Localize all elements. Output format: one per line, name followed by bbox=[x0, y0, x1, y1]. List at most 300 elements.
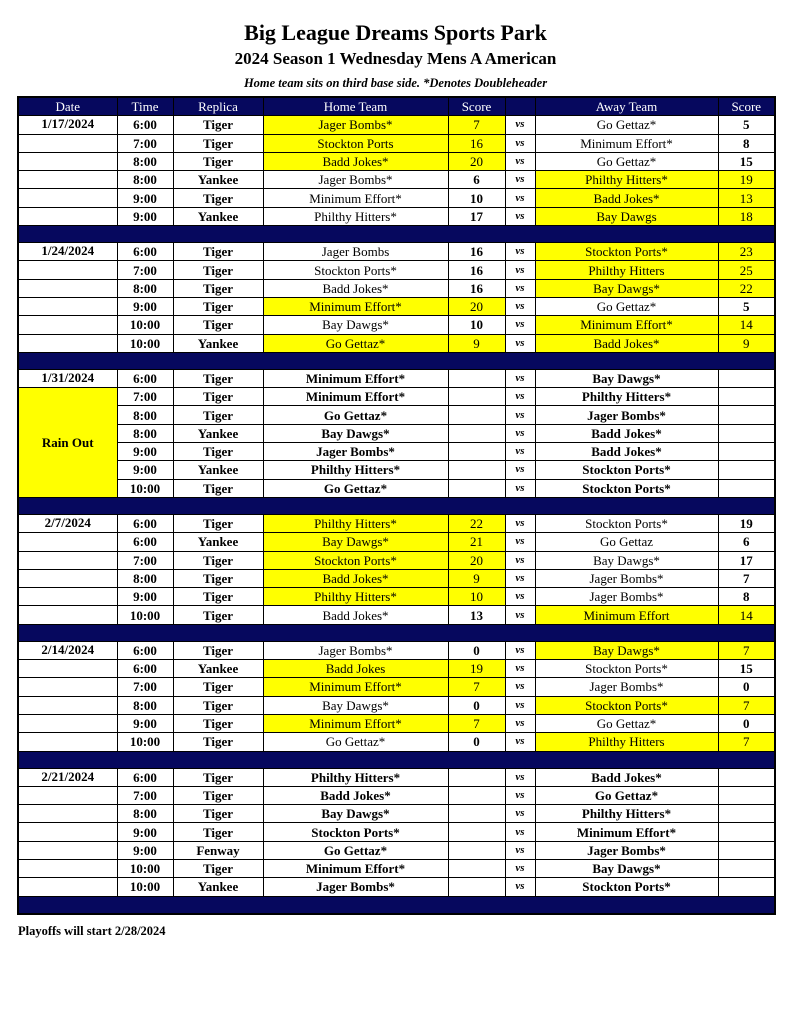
away-score bbox=[718, 841, 775, 859]
game-row bbox=[18, 841, 775, 859]
field-replica: Tiger bbox=[173, 316, 263, 334]
schedule-body bbox=[18, 116, 775, 914]
vs-label: vs bbox=[505, 714, 535, 732]
home-team: Badd Jokes bbox=[263, 660, 448, 678]
date-cell-empty bbox=[18, 551, 117, 569]
game-row bbox=[18, 878, 775, 896]
column-header-away-team: Away Team bbox=[535, 97, 718, 116]
game-row bbox=[18, 569, 775, 587]
game-row bbox=[18, 316, 775, 334]
game-row bbox=[18, 406, 775, 424]
game-row bbox=[18, 334, 775, 352]
home-team: Bay Dawgs* bbox=[263, 805, 448, 823]
field-replica: Tiger bbox=[173, 406, 263, 424]
home-team: Go Gettaz* bbox=[263, 334, 448, 352]
column-header-replica: Replica bbox=[173, 97, 263, 116]
away-team: Minimum Effort* bbox=[535, 823, 718, 841]
game-row bbox=[18, 768, 775, 786]
vs-label: vs bbox=[505, 134, 535, 152]
away-score: 19 bbox=[718, 514, 775, 532]
game-time: 8:00 bbox=[117, 171, 173, 189]
away-score: 8 bbox=[718, 588, 775, 606]
home-team: Philthy Hitters* bbox=[263, 461, 448, 479]
away-score: 14 bbox=[718, 606, 775, 624]
playoffs-note: Playoffs will start 2/28/2024 bbox=[18, 924, 166, 938]
home-score: 20 bbox=[448, 551, 505, 569]
vs-label: vs bbox=[505, 334, 535, 352]
date-cell-empty bbox=[18, 823, 117, 841]
away-score bbox=[718, 369, 775, 387]
schedule-table bbox=[17, 96, 776, 915]
home-team: Badd Jokes* bbox=[263, 606, 448, 624]
home-team: Go Gettaz* bbox=[263, 733, 448, 751]
separator-cell bbox=[117, 896, 173, 914]
home-score: 0 bbox=[448, 696, 505, 714]
away-team: Stockton Ports* bbox=[535, 514, 718, 532]
away-score: 0 bbox=[718, 714, 775, 732]
vs-label: vs bbox=[505, 606, 535, 624]
away-score: 6 bbox=[718, 533, 775, 551]
home-score bbox=[448, 768, 505, 786]
away-team: Badd Jokes* bbox=[535, 334, 718, 352]
date-cell-empty bbox=[18, 316, 117, 334]
game-time: 7:00 bbox=[117, 261, 173, 279]
game-row bbox=[18, 134, 775, 152]
away-team: Bay Dawgs* bbox=[535, 369, 718, 387]
away-score: 14 bbox=[718, 316, 775, 334]
separator-cell bbox=[535, 751, 718, 768]
home-score bbox=[448, 461, 505, 479]
vs-label: vs bbox=[505, 388, 535, 406]
separator-cell bbox=[18, 497, 117, 514]
week-separator bbox=[18, 497, 775, 514]
separator-cell bbox=[263, 624, 448, 641]
away-score bbox=[718, 805, 775, 823]
home-score bbox=[448, 841, 505, 859]
away-score bbox=[718, 406, 775, 424]
field-replica: Tiger bbox=[173, 243, 263, 261]
schedule-subtitle: 2024 Season 1 Wednesday Mens A American bbox=[234, 49, 557, 68]
vs-label: vs bbox=[505, 841, 535, 859]
home-team: Badd Jokes* bbox=[263, 152, 448, 170]
field-replica: Tiger bbox=[173, 116, 263, 134]
separator-cell bbox=[173, 497, 263, 514]
game-row bbox=[18, 243, 775, 261]
vs-label: vs bbox=[505, 660, 535, 678]
home-team: Go Gettaz* bbox=[263, 841, 448, 859]
vs-label: vs bbox=[505, 786, 535, 804]
game-row bbox=[18, 189, 775, 207]
home-score: 9 bbox=[448, 569, 505, 587]
separator-cell bbox=[263, 497, 448, 514]
home-team: Jager Bombs* bbox=[263, 116, 448, 134]
date-cell-empty bbox=[18, 279, 117, 297]
game-time: 10:00 bbox=[117, 878, 173, 896]
home-score bbox=[448, 388, 505, 406]
field-replica: Tiger bbox=[173, 805, 263, 823]
home-team: Stockton Ports* bbox=[263, 261, 448, 279]
away-team: Go Gettaz* bbox=[535, 297, 718, 315]
away-team: Philthy Hitters* bbox=[535, 388, 718, 406]
game-row bbox=[18, 461, 775, 479]
away-score bbox=[718, 823, 775, 841]
game-time: 9:00 bbox=[117, 461, 173, 479]
separator-cell bbox=[535, 352, 718, 369]
vs-label: vs bbox=[505, 533, 535, 551]
home-team: Minimum Effort* bbox=[263, 678, 448, 696]
vs-label: vs bbox=[505, 443, 535, 461]
separator-cell bbox=[18, 896, 117, 914]
away-team: Go Gettaz* bbox=[535, 786, 718, 804]
away-team: Philthy Hitters bbox=[535, 733, 718, 751]
away-score: 7 bbox=[718, 641, 775, 659]
away-score bbox=[718, 479, 775, 497]
away-team: Badd Jokes* bbox=[535, 189, 718, 207]
away-team: Badd Jokes* bbox=[535, 424, 718, 442]
away-score: 7 bbox=[718, 696, 775, 714]
separator-cell bbox=[18, 226, 117, 243]
separator-cell bbox=[263, 352, 448, 369]
vs-label: vs bbox=[505, 152, 535, 170]
away-team: Philthy Hitters bbox=[535, 261, 718, 279]
page-title: Big League Dreams Sports Park bbox=[244, 20, 547, 45]
away-score: 5 bbox=[718, 297, 775, 315]
game-row bbox=[18, 207, 775, 225]
home-team: Minimum Effort* bbox=[263, 369, 448, 387]
separator-cell bbox=[718, 352, 775, 369]
separator-cell bbox=[18, 624, 117, 641]
game-time: 9:00 bbox=[117, 189, 173, 207]
home-team: Badd Jokes* bbox=[263, 569, 448, 587]
separator-cell bbox=[117, 624, 173, 641]
field-replica: Tiger bbox=[173, 369, 263, 387]
date-cell-empty bbox=[18, 660, 117, 678]
field-replica: Tiger bbox=[173, 714, 263, 732]
separator-cell bbox=[448, 226, 505, 243]
vs-label: vs bbox=[505, 588, 535, 606]
game-row bbox=[18, 714, 775, 732]
home-score bbox=[448, 479, 505, 497]
game-row bbox=[18, 533, 775, 551]
field-replica: Yankee bbox=[173, 878, 263, 896]
week-date: 2/14/2024 bbox=[18, 641, 117, 659]
away-team: Bay Dawgs* bbox=[535, 859, 718, 877]
date-cell-empty bbox=[18, 334, 117, 352]
away-score bbox=[718, 443, 775, 461]
game-time: 10:00 bbox=[117, 733, 173, 751]
separator-cell bbox=[505, 352, 535, 369]
game-time: 6:00 bbox=[117, 533, 173, 551]
separator-cell bbox=[505, 751, 535, 768]
separator-cell bbox=[718, 751, 775, 768]
home-team: Jager Bombs* bbox=[263, 443, 448, 461]
home-score bbox=[448, 786, 505, 804]
date-cell-empty bbox=[18, 207, 117, 225]
home-team: Stockton Ports bbox=[263, 134, 448, 152]
game-row bbox=[18, 369, 775, 387]
game-time: 9:00 bbox=[117, 714, 173, 732]
away-team: Stockton Ports* bbox=[535, 243, 718, 261]
column-header-away-score: Score bbox=[718, 97, 775, 116]
week-date: 1/17/2024 bbox=[18, 116, 117, 134]
game-row bbox=[18, 152, 775, 170]
home-team: Minimum Effort* bbox=[263, 714, 448, 732]
home-team: Minimum Effort* bbox=[263, 189, 448, 207]
home-score: 16 bbox=[448, 243, 505, 261]
game-time: 7:00 bbox=[117, 388, 173, 406]
separator-cell bbox=[263, 226, 448, 243]
game-row bbox=[18, 171, 775, 189]
vs-label: vs bbox=[505, 641, 535, 659]
away-team: Go Gettaz* bbox=[535, 714, 718, 732]
week-separator bbox=[18, 624, 775, 641]
vs-label: vs bbox=[505, 316, 535, 334]
home-team: Jager Bombs* bbox=[263, 641, 448, 659]
week-separator bbox=[18, 896, 775, 914]
away-score: 13 bbox=[718, 189, 775, 207]
vs-label: vs bbox=[505, 551, 535, 569]
date-cell-empty bbox=[18, 261, 117, 279]
separator-cell bbox=[448, 751, 505, 768]
game-row bbox=[18, 388, 775, 406]
date-cell-empty bbox=[18, 606, 117, 624]
home-score: 0 bbox=[448, 733, 505, 751]
game-time: 6:00 bbox=[117, 369, 173, 387]
vs-label: vs bbox=[505, 461, 535, 479]
home-team: Bay Dawgs* bbox=[263, 533, 448, 551]
vs-label: vs bbox=[505, 279, 535, 297]
separator-cell bbox=[173, 751, 263, 768]
home-score: 22 bbox=[448, 514, 505, 532]
home-team: Minimum Effort* bbox=[263, 297, 448, 315]
home-team: Stockton Ports* bbox=[263, 551, 448, 569]
vs-label: vs bbox=[505, 878, 535, 896]
field-replica: Yankee bbox=[173, 334, 263, 352]
vs-label: vs bbox=[505, 768, 535, 786]
date-cell-empty bbox=[18, 678, 117, 696]
game-row bbox=[18, 279, 775, 297]
game-time: 9:00 bbox=[117, 443, 173, 461]
home-team: Go Gettaz* bbox=[263, 479, 448, 497]
table-header-row bbox=[18, 97, 775, 116]
date-cell-empty bbox=[18, 171, 117, 189]
home-score: 6 bbox=[448, 171, 505, 189]
vs-label: vs bbox=[505, 369, 535, 387]
away-team: Go Gettaz* bbox=[535, 116, 718, 134]
home-team: Philthy Hitters* bbox=[263, 768, 448, 786]
home-team: Philthy Hitters* bbox=[263, 514, 448, 532]
field-replica: Tiger bbox=[173, 786, 263, 804]
home-team: Bay Dawgs* bbox=[263, 316, 448, 334]
home-score: 10 bbox=[448, 588, 505, 606]
game-time: 6:00 bbox=[117, 514, 173, 532]
home-score: 7 bbox=[448, 714, 505, 732]
separator-cell bbox=[263, 751, 448, 768]
field-replica: Tiger bbox=[173, 859, 263, 877]
vs-label: vs bbox=[505, 569, 535, 587]
game-time: 9:00 bbox=[117, 297, 173, 315]
vs-label: vs bbox=[505, 733, 535, 751]
away-score: 9 bbox=[718, 334, 775, 352]
away-score: 7 bbox=[718, 569, 775, 587]
separator-cell bbox=[448, 497, 505, 514]
game-time: 8:00 bbox=[117, 152, 173, 170]
home-team: Badd Jokes* bbox=[263, 786, 448, 804]
home-score: 16 bbox=[448, 279, 505, 297]
home-score: 17 bbox=[448, 207, 505, 225]
game-time: 8:00 bbox=[117, 279, 173, 297]
game-time: 8:00 bbox=[117, 569, 173, 587]
field-replica: Tiger bbox=[173, 588, 263, 606]
separator-cell bbox=[505, 624, 535, 641]
away-score bbox=[718, 786, 775, 804]
week-separator bbox=[18, 751, 775, 768]
field-replica: Tiger bbox=[173, 134, 263, 152]
away-score: 19 bbox=[718, 171, 775, 189]
home-team: Bay Dawgs* bbox=[263, 696, 448, 714]
field-replica: Tiger bbox=[173, 606, 263, 624]
away-score bbox=[718, 768, 775, 786]
separator-cell bbox=[535, 896, 718, 914]
away-team: Badd Jokes* bbox=[535, 768, 718, 786]
game-time: 6:00 bbox=[117, 660, 173, 678]
field-replica: Tiger bbox=[173, 551, 263, 569]
away-score: 23 bbox=[718, 243, 775, 261]
field-replica: Tiger bbox=[173, 733, 263, 751]
column-header-home-team: Home Team bbox=[263, 97, 448, 116]
vs-label: vs bbox=[505, 514, 535, 532]
home-score bbox=[448, 424, 505, 442]
game-row bbox=[18, 424, 775, 442]
away-score: 0 bbox=[718, 678, 775, 696]
away-score: 25 bbox=[718, 261, 775, 279]
separator-cell bbox=[18, 352, 117, 369]
away-team: Jager Bombs* bbox=[535, 678, 718, 696]
field-replica: Yankee bbox=[173, 207, 263, 225]
field-replica: Tiger bbox=[173, 443, 263, 461]
home-team: Jager Bombs* bbox=[263, 171, 448, 189]
game-time: 9:00 bbox=[117, 588, 173, 606]
away-team: Bay Dawgs* bbox=[535, 641, 718, 659]
date-cell-empty bbox=[18, 588, 117, 606]
separator-cell bbox=[448, 352, 505, 369]
away-score: 15 bbox=[718, 660, 775, 678]
vs-label: vs bbox=[505, 859, 535, 877]
field-replica: Yankee bbox=[173, 171, 263, 189]
game-time: 10:00 bbox=[117, 859, 173, 877]
game-row bbox=[18, 660, 775, 678]
field-replica: Fenway bbox=[173, 841, 263, 859]
home-team: Badd Jokes* bbox=[263, 279, 448, 297]
field-replica: Tiger bbox=[173, 479, 263, 497]
date-cell-empty bbox=[18, 841, 117, 859]
game-time: 6:00 bbox=[117, 243, 173, 261]
home-score bbox=[448, 859, 505, 877]
vs-label: vs bbox=[505, 171, 535, 189]
away-team: Jager Bombs* bbox=[535, 569, 718, 587]
vs-label: vs bbox=[505, 696, 535, 714]
field-replica: Tiger bbox=[173, 152, 263, 170]
date-cell-empty bbox=[18, 733, 117, 751]
home-score bbox=[448, 443, 505, 461]
game-row bbox=[18, 696, 775, 714]
column-header-date: Date bbox=[18, 97, 117, 116]
game-time: 8:00 bbox=[117, 406, 173, 424]
game-time: 9:00 bbox=[117, 823, 173, 841]
field-replica: Tiger bbox=[173, 768, 263, 786]
week-date: 1/24/2024 bbox=[18, 243, 117, 261]
game-row bbox=[18, 551, 775, 569]
home-score: 16 bbox=[448, 261, 505, 279]
away-score bbox=[718, 859, 775, 877]
separator-cell bbox=[535, 226, 718, 243]
schedule-note: Home team sits on third base side. *Denotes Doubleheader bbox=[243, 76, 548, 90]
field-replica: Yankee bbox=[173, 660, 263, 678]
date-cell-empty bbox=[18, 189, 117, 207]
home-score: 20 bbox=[448, 152, 505, 170]
week-date: 2/21/2024 bbox=[18, 768, 117, 786]
field-replica: Tiger bbox=[173, 569, 263, 587]
date-cell-empty bbox=[18, 152, 117, 170]
separator-cell bbox=[448, 624, 505, 641]
game-row bbox=[18, 297, 775, 315]
date-cell-empty bbox=[18, 878, 117, 896]
home-team: Philthy Hitters* bbox=[263, 207, 448, 225]
away-team: Philthy Hitters* bbox=[535, 171, 718, 189]
game-time: 7:00 bbox=[117, 678, 173, 696]
away-score bbox=[718, 878, 775, 896]
date-cell-empty bbox=[18, 134, 117, 152]
date-cell-empty bbox=[18, 533, 117, 551]
field-replica: Tiger bbox=[173, 514, 263, 532]
week-date: 1/31/2024 bbox=[18, 369, 117, 387]
away-team: Philthy Hitters* bbox=[535, 805, 718, 823]
game-row bbox=[18, 479, 775, 497]
separator-cell bbox=[263, 896, 448, 914]
away-team: Jager Bombs* bbox=[535, 841, 718, 859]
separator-cell bbox=[718, 624, 775, 641]
game-time: 8:00 bbox=[117, 424, 173, 442]
vs-label: vs bbox=[505, 406, 535, 424]
column-header-home-score: Score bbox=[448, 97, 505, 116]
game-time: 10:00 bbox=[117, 479, 173, 497]
field-replica: Yankee bbox=[173, 533, 263, 551]
away-score: 22 bbox=[718, 279, 775, 297]
game-row bbox=[18, 588, 775, 606]
field-replica: Tiger bbox=[173, 823, 263, 841]
away-team: Go Gettaz* bbox=[535, 152, 718, 170]
home-score bbox=[448, 369, 505, 387]
column-header-time: Time bbox=[117, 97, 173, 116]
separator-cell bbox=[505, 896, 535, 914]
vs-label: vs bbox=[505, 189, 535, 207]
away-team: Stockton Ports* bbox=[535, 660, 718, 678]
home-team: Minimum Effort* bbox=[263, 388, 448, 406]
game-row bbox=[18, 678, 775, 696]
separator-cell bbox=[18, 751, 117, 768]
field-replica: Yankee bbox=[173, 424, 263, 442]
field-replica: Tiger bbox=[173, 696, 263, 714]
home-score bbox=[448, 805, 505, 823]
vs-label: vs bbox=[505, 261, 535, 279]
home-score bbox=[448, 823, 505, 841]
away-team: Stockton Ports* bbox=[535, 479, 718, 497]
home-team: Philthy Hitters* bbox=[263, 588, 448, 606]
game-time: 7:00 bbox=[117, 134, 173, 152]
vs-label: vs bbox=[505, 823, 535, 841]
away-team: Stockton Ports* bbox=[535, 696, 718, 714]
away-team: Go Gettaz bbox=[535, 533, 718, 551]
